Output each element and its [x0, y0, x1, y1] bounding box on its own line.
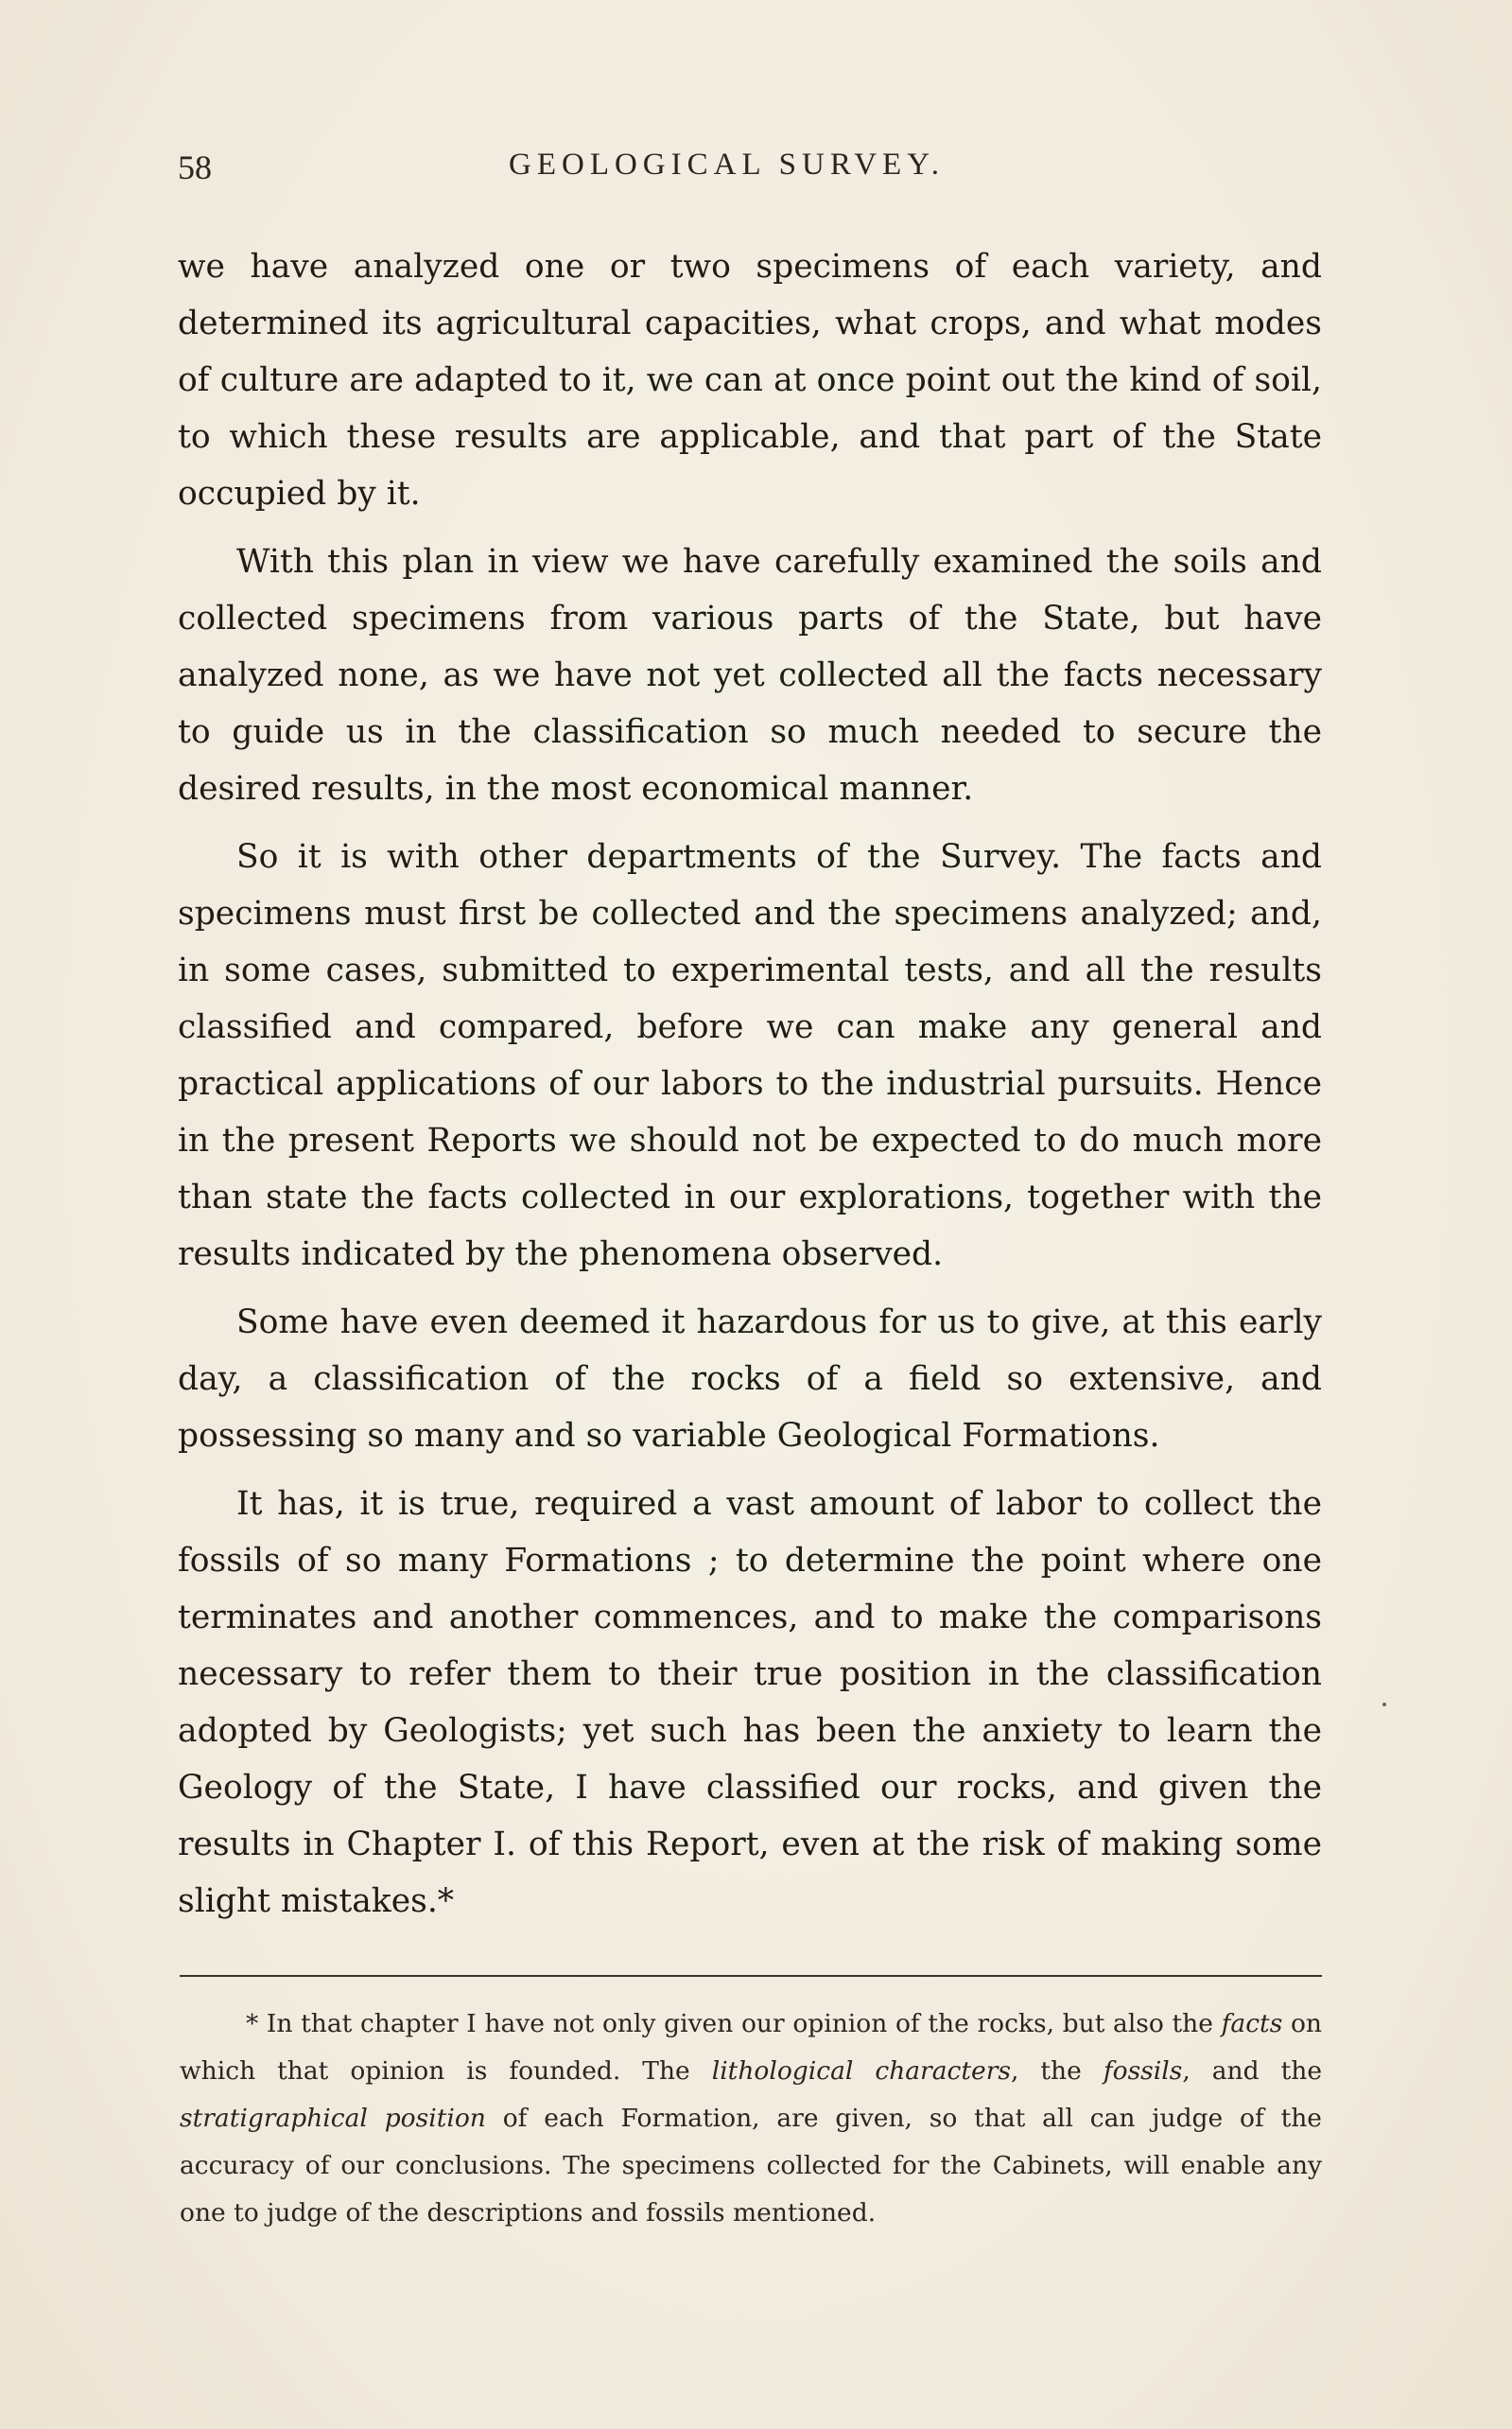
footnote-italic-lithological: lithological characters	[711, 2056, 1011, 2086]
paragraph-4: Some have even deemed it hazardous for us to give, at this early day, a classification of the rocks of a field so extensive, and possessing so many and so variable Geological Formations.	[178, 1303, 1322, 1455]
footnote-italic-fossils: fossils	[1103, 2056, 1183, 2086]
footnote-italic-facts: facts	[1221, 2009, 1283, 2038]
footnote-text-5: of each Formation, are given, so that all can judge of the accuracy of our conclusions. The specimens collected for the Cabinets, will enable any one to judge of the descriptions and fossils mentioned.	[180, 2104, 1322, 2228]
paragraph-1: we have analyzed one or two specimens of each variety, and determined its agricultural capacities, what crops, and what modes of culture are adapted to it, we can at once point out the kind of soil, to which these results are applicable, and that part of the State occupied by it.	[178, 248, 1322, 513]
running-head	[178, 140, 1322, 197]
running-title: GEOLOGICAL SURVEY.	[509, 148, 946, 182]
footnote-rule	[180, 1975, 1322, 1977]
paragraph-2: With this plan in view we have carefully examined the soils and collected specimens from various parts of the State, but have analyzed none, as we have not yet collected all the facts necessary to guide us in the classification so much needed to secure the desired results, in the most economical manner.	[178, 543, 1322, 808]
paper-speck	[1382, 1703, 1386, 1706]
footnote-italic-stratigraphical: stratigraphical position	[180, 2104, 486, 2133]
paragraph-5: It has, it is true, required a vast amount of labor to collect the fossils of so many Formations ; to determine the point where one terminates and another commences, and to make the comparisons necessary to refer them to their true position in the classification adopted by Geologists; yet such has been the anxiety to learn the Geology of the State, I have classified our rocks, and given the results in Chapter I. of this Report, even at the risk of making some slight mistakes.*	[178, 1485, 1322, 1920]
body-text	[178, 238, 1322, 1941]
footnote-text-4: , and the	[1182, 2056, 1322, 2086]
footnote-text-3: , the	[1010, 2056, 1104, 2086]
paragraph-3: So it is with other departments of the Survey. The facts and specimens must first be collected and the specimens analyzed; and, in some cases, submitted to experimental tests, and all the results classified and compared, before we can make any general and practical applications of our labors to the industrial pursuits. Hence in the present Reports we should not be expected to do much more than state the facts collected in our explorations, together with the results indicated by the phenomena observed.	[178, 838, 1322, 1273]
footnote	[180, 2001, 1322, 2237]
page-number: 58	[178, 149, 212, 186]
footnote-text-2: on which that opinion is founded. The	[180, 2009, 1322, 2086]
footnote-text-1: * In that chapter I have not only given our opinion of the rocks, but also the	[246, 2009, 1222, 2038]
